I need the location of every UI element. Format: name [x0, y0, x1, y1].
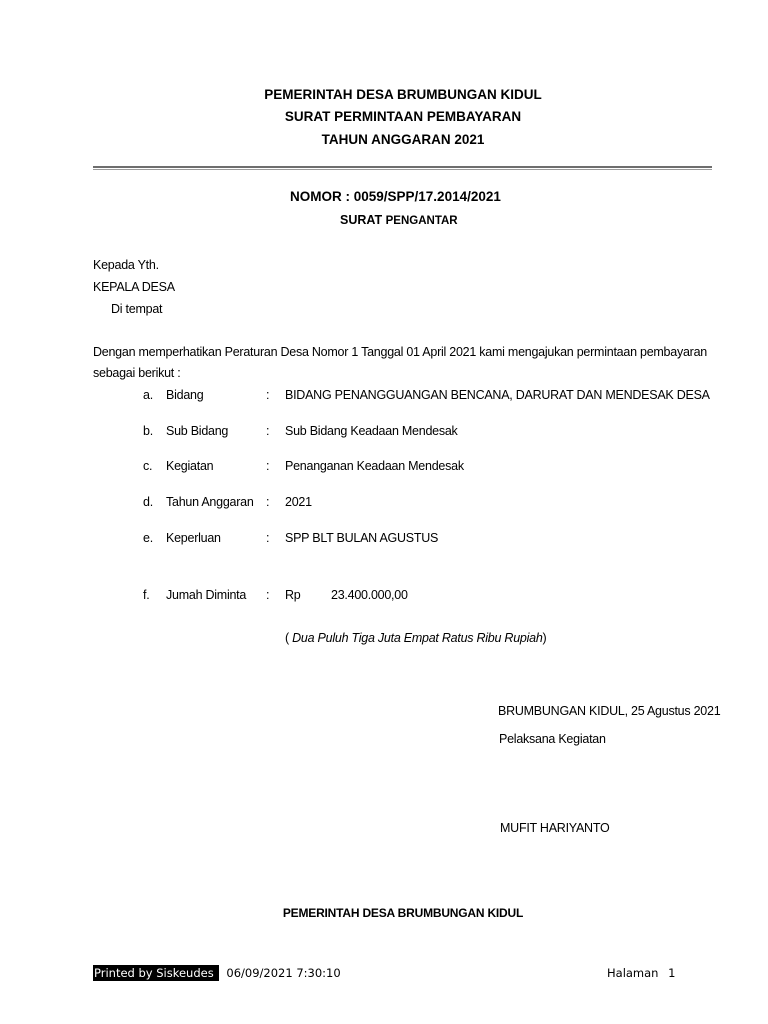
item-colon: : — [266, 388, 270, 402]
header-divider-bottom — [93, 169, 712, 170]
addressee-title: KEPALA DESA — [93, 280, 175, 294]
document-title: SURAT PERMINTAAN PEMBAYARAN — [284, 109, 522, 124]
page-number: 1 — [668, 966, 676, 980]
letter-type-rest: PENGANTAR — [385, 215, 458, 227]
item-colon: : — [266, 424, 270, 438]
item-label-tahun-anggaran: Tahun Anggaran — [166, 495, 254, 509]
signer-role: Pelaksana Kegiatan — [499, 732, 606, 746]
amount-value: 23.400.000,00 — [331, 588, 408, 602]
print-datetime: 06/09/2021 7:30:10 — [226, 966, 341, 980]
item-label-sub-bidang: Sub Bidang — [166, 424, 229, 438]
item-letter: b. — [143, 424, 153, 438]
header-divider-top — [93, 166, 712, 168]
amount-in-words-open: ( — [285, 631, 293, 645]
currency-label: Rp — [285, 588, 301, 602]
item-colon: : — [266, 459, 270, 473]
item-label-bidang: Bidang — [166, 388, 204, 402]
item-value-tahun-anggaran: 2021 — [285, 495, 312, 509]
printed-by-label: Printed by Siskeudes — [93, 965, 219, 981]
item-colon: : — [266, 495, 270, 509]
item-value-sub-bidang: Sub Bidang Keadaan Mendesak — [285, 424, 458, 438]
item-letter: e. — [143, 531, 153, 545]
item-colon: : — [266, 588, 270, 602]
item-letter: a. — [143, 388, 153, 402]
item-label-jumlah: Jumah Diminta — [166, 588, 247, 602]
item-value-keperluan: SPP BLT BULAN AGUSTUS — [285, 531, 439, 545]
document-number: NOMOR : 0059/SPP/17.2014/2021 — [290, 189, 501, 204]
amount-in-words-close: ) — [542, 631, 547, 645]
intro-line-2: sebagai berikut : — [93, 366, 181, 380]
page-indicator — [607, 966, 675, 980]
letter-type — [340, 213, 458, 227]
item-value-bidang: BIDANG PENANGGUANGAN BENCANA, DARURAT DAN MENDESAK DESA — [285, 388, 710, 402]
print-footer — [93, 966, 341, 980]
item-letter: f. — [143, 588, 150, 602]
addressee-greeting: Kepada Yth. — [93, 258, 159, 272]
bottom-government-title: PEMERINTAH DESA BRUMBUNGAN KIDUL — [282, 906, 524, 920]
amount-in-words — [285, 631, 546, 645]
signer-name: MUFIT HARIYANTO — [500, 821, 610, 835]
item-letter: d. — [143, 495, 153, 509]
item-label-kegiatan: Kegiatan — [166, 459, 214, 473]
fiscal-year-title: TAHUN ANGGARAN 2021 — [321, 132, 485, 147]
item-colon: : — [266, 531, 270, 545]
government-title: PEMERINTAH DESA BRUMBUNGAN KIDUL — [264, 87, 542, 102]
item-letter: c. — [143, 459, 153, 473]
addressee-location: Di tempat — [111, 302, 163, 316]
place-and-date: BRUMBUNGAN KIDUL, 25 Agustus 2021 — [498, 704, 721, 718]
item-value-kegiatan: Penanganan Keadaan Mendesak — [285, 459, 464, 473]
letter-type-word: SURAT — [340, 213, 383, 227]
amount-in-words-text: Dua Puluh Tiga Juta Empat Ratus Ribu Rupiah — [292, 631, 543, 645]
intro-line-1: Dengan memperhatikan Peraturan Desa Nomor 1 Tanggal 01 April 2021 kami mengajukan permintaan pembayaran — [93, 345, 707, 359]
item-label-keperluan: Keperluan — [166, 531, 221, 545]
page-label: Halaman — [607, 966, 659, 980]
